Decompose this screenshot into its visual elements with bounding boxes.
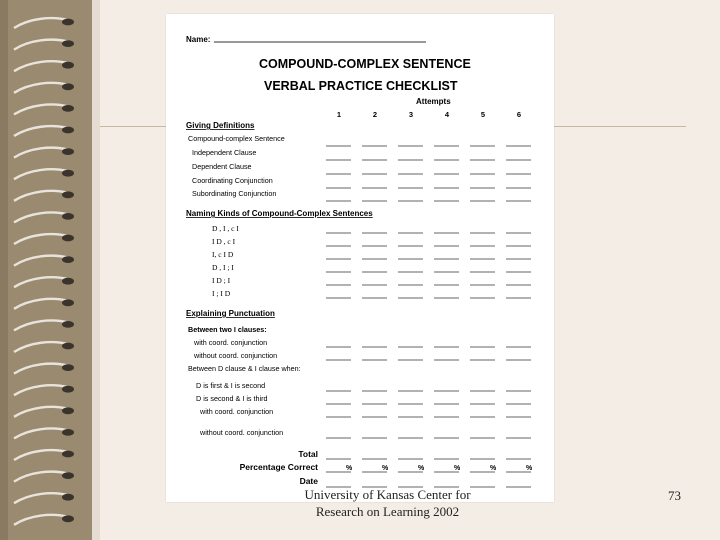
checklist-item: D is second & I is third — [196, 394, 268, 403]
checklist-item: with coord. conjunction — [194, 338, 268, 347]
spiral-ring — [14, 493, 68, 503]
spiral-ring — [14, 148, 68, 158]
binding-hole — [62, 127, 74, 134]
binding-hole — [62, 364, 74, 371]
attempt-number: 1 — [336, 110, 342, 119]
checklist-item: Coordinating Conjunction — [192, 176, 273, 185]
footer-line-2: Research on Learning 2002 — [315, 504, 460, 519]
percent-sign: % — [418, 465, 425, 472]
section-heading-punctuation: Explaining Punctuation — [186, 309, 275, 318]
spiral-ring — [14, 364, 68, 374]
spiral-ring — [14, 299, 68, 309]
spiral-ring — [14, 83, 68, 93]
binding-hole — [62, 386, 74, 393]
checklist-item: D , I ; I — [212, 263, 234, 272]
footer-credit — [290, 486, 485, 520]
spiral-ring — [14, 126, 68, 136]
checklist-item: with coord. conjunction — [200, 407, 274, 416]
checklist-item: without coord. conjunction — [200, 428, 284, 437]
attempt-number: 5 — [480, 110, 486, 119]
binding-hole — [62, 19, 74, 26]
binding-hole — [62, 148, 74, 155]
binding-hole — [62, 494, 74, 501]
checklist-item: D , I , c I — [212, 224, 239, 233]
binding-hole — [62, 170, 74, 177]
divider-line-left — [100, 126, 166, 127]
spiral-ring — [14, 212, 68, 222]
binding-hole — [62, 407, 74, 414]
spiral-ring — [14, 61, 68, 71]
spiral-ring — [14, 320, 68, 330]
binding-hole — [62, 83, 74, 90]
binding-hole — [62, 451, 74, 458]
spiral-ring — [14, 191, 68, 201]
name-label: Name: — [186, 35, 211, 44]
title-line-1: COMPOUND-COMPLEX SENTENCE — [259, 57, 471, 71]
binding-hole — [62, 40, 74, 47]
binding-hole — [62, 278, 74, 285]
checklist-subheading: Between two I clauses: — [188, 325, 267, 334]
spiral-ring — [14, 234, 68, 244]
page-number: 73 — [668, 488, 681, 503]
checklist-subheading: Between D clause & I clause when: — [188, 364, 301, 373]
footer-line-1: University of Kansas Center for — [304, 487, 471, 502]
percentage-label: Percentage Correct — [239, 462, 318, 472]
checklist-item: Compound-complex Sentence — [188, 134, 285, 143]
checklist-item: D is first & I is second — [196, 381, 266, 390]
spiral-ring — [14, 407, 68, 417]
spiral-ring — [14, 18, 68, 28]
binding-hole — [62, 343, 74, 350]
spiral-ring — [14, 342, 68, 352]
spiral-ring — [14, 256, 68, 266]
spiral-binding — [0, 0, 92, 540]
spiral-ring — [14, 385, 68, 395]
spiral-ring — [14, 450, 68, 460]
checklist-item: Subordinating Conjunction — [192, 189, 277, 198]
binding-hole — [62, 235, 74, 242]
spiral-ring — [14, 277, 68, 287]
spiral-ring — [14, 428, 68, 438]
checklist-item: Dependent Clause — [192, 162, 252, 171]
binding-hole — [62, 105, 74, 112]
percent-sign: % — [454, 465, 461, 472]
checklist-item: Independent Clause — [192, 148, 257, 157]
spiral-ring — [14, 104, 68, 114]
checklist-item: I, c I D — [212, 250, 234, 259]
checklist-item: I ; I D — [212, 289, 231, 298]
divider-line-right — [554, 126, 686, 127]
spiral-ring — [14, 169, 68, 179]
binding-hole — [62, 429, 74, 436]
binding-hole — [62, 256, 74, 263]
attempt-number: 6 — [516, 110, 522, 119]
title-line-2: VERBAL PRACTICE CHECKLIST — [264, 79, 458, 93]
binding-hole — [62, 321, 74, 328]
binding-hole — [62, 213, 74, 220]
binding-hole — [62, 472, 74, 479]
attempt-number: 4 — [444, 110, 450, 119]
section-heading-naming: Naming Kinds of Compound-Complex Sentences — [186, 209, 373, 218]
percent-sign: % — [382, 465, 389, 472]
paper-edge — [92, 0, 100, 540]
checklist-sheet — [166, 14, 554, 502]
spiral-ring — [14, 472, 68, 482]
checklist-document — [166, 14, 554, 502]
binding-hole — [62, 299, 74, 306]
total-label: Total — [298, 449, 318, 459]
spiral-ring — [14, 515, 68, 525]
binding-hole — [62, 515, 74, 522]
binding-hole — [62, 62, 74, 69]
attempt-number: 3 — [408, 110, 414, 119]
checklist-item: without coord. conjunction — [194, 351, 278, 360]
percent-sign: % — [490, 465, 497, 472]
checklist-item: I D , c I — [212, 237, 236, 246]
date-label: Date — [299, 476, 318, 486]
section-heading-definitions: Giving Definitions — [186, 121, 255, 130]
percent-sign: % — [526, 465, 533, 472]
attempt-number: 2 — [372, 110, 378, 119]
attempts-label: Attempts — [416, 97, 451, 106]
checklist-item: I D ; I — [212, 276, 231, 285]
percent-sign: % — [346, 465, 353, 472]
binding-hole — [62, 191, 74, 198]
spiral-ring — [14, 40, 68, 50]
